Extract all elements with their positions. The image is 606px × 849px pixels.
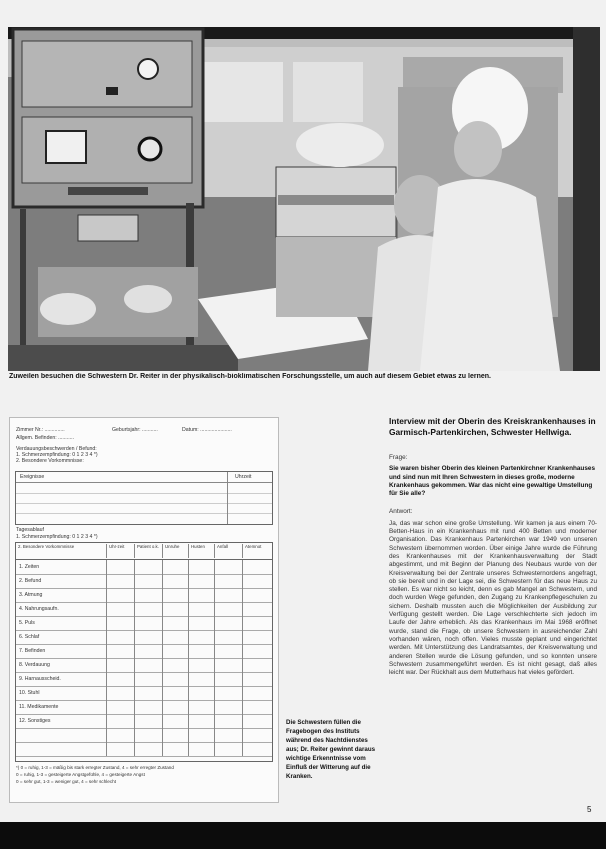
table-cell — [242, 700, 273, 714]
table-cell — [106, 588, 135, 602]
table-cell — [214, 574, 243, 588]
table-cell — [134, 658, 163, 672]
table-row-label: 2. Befund — [19, 578, 42, 584]
table-row — [16, 574, 272, 589]
table-cell — [106, 700, 135, 714]
tagesablauf-label: Tagesablauf — [16, 527, 44, 533]
table-cell — [188, 602, 215, 616]
footnote-line: 0 = ruhig, 1-3 = gesteigerte Angstgefühle, 4 = gesteigerte Angst — [16, 772, 145, 777]
table-cell — [134, 644, 163, 658]
table-cell — [188, 714, 215, 728]
table-cell — [188, 742, 215, 756]
table-row — [16, 742, 272, 757]
table-cell — [214, 700, 243, 714]
bottom-bar — [0, 822, 606, 849]
table-header-cell: Uhr-zeit — [106, 544, 135, 558]
form-field-verdauung-title: Verdauungsbeschwerden / Befund: — [16, 446, 97, 452]
table-cell — [214, 630, 243, 644]
table-cell — [214, 672, 243, 686]
question-label: Frage: — [389, 454, 408, 461]
table-cell — [242, 560, 273, 574]
table-cell — [162, 742, 189, 756]
table-row-label: 12. Sonstiges — [19, 718, 51, 724]
table-row-label: 11. Medikamente — [19, 704, 59, 710]
table-cell — [106, 616, 135, 630]
table-header-cell: Unruhe — [162, 544, 189, 558]
table-cell — [134, 742, 163, 756]
answer-label: Antwort: — [389, 508, 413, 516]
table-cell — [134, 700, 163, 714]
table-row-label: 10. Stuhl — [19, 690, 40, 696]
ereignisse-column-divider — [227, 472, 228, 524]
table-row — [16, 728, 272, 743]
table-row-label: 4. Nahrungsaufn. — [19, 606, 59, 612]
table-row — [16, 658, 272, 673]
table-row-label: 9. Harnausscheid. — [19, 676, 61, 682]
table-row-label: 5. Puls — [19, 620, 35, 626]
table-cell — [242, 714, 273, 728]
table-cell — [134, 714, 163, 728]
table-cell — [134, 588, 163, 602]
table-cell — [214, 644, 243, 658]
table-cell — [162, 588, 189, 602]
tagesablauf-table — [15, 542, 273, 762]
footnote-line: *) 0 = ruhig, 1-3 = mäßig bis stark erregter Zustand, 4 = sehr erregter Zustand — [16, 765, 174, 770]
table-cell — [242, 728, 273, 742]
table-cell — [214, 602, 243, 616]
table-cell — [106, 574, 135, 588]
table-cell — [134, 686, 163, 700]
table-row — [16, 644, 272, 659]
table-cell — [242, 644, 273, 658]
table-cell — [106, 742, 135, 756]
table-cell — [242, 658, 273, 672]
page-number: 5 — [587, 805, 592, 814]
table-cell — [162, 560, 189, 574]
table-row-label: 6. Schlaf — [19, 634, 40, 640]
table-cell — [106, 630, 135, 644]
table-cell — [214, 714, 243, 728]
table-cell — [162, 728, 189, 742]
table-row-label: 1. Zeiten — [19, 564, 40, 570]
table-cell — [134, 728, 163, 742]
form-field-zimmer: Zimmer Nr.: .............. — [16, 427, 65, 433]
form-field-geburtsjahr: Geburtsjahr: ........... — [112, 427, 158, 433]
table-row-label: 7. Befinden — [19, 648, 46, 654]
table-cell — [188, 728, 215, 742]
question-text: Sie waren bisher Oberin des kleinen Partenkirchner Krankenhauses und sind nun mit Ihren Schwestern in dieses große, moderne Krankenhaus gekommen. War das nicht eine gewaltige Umstellung für Sie alle? — [389, 465, 596, 498]
table-cell — [162, 616, 189, 630]
table-cell — [188, 588, 215, 602]
table-cell — [214, 616, 243, 630]
table-cell — [242, 672, 273, 686]
table-row — [16, 602, 272, 617]
table-row — [16, 616, 272, 631]
table-cell — [162, 658, 189, 672]
table-cell — [188, 616, 215, 630]
interview-article — [389, 416, 597, 677]
table-row — [16, 588, 272, 603]
form-footnotes — [16, 764, 272, 785]
table-cell — [242, 616, 273, 630]
ereignisse-rule — [16, 493, 272, 494]
table-cell — [188, 644, 215, 658]
table-cell — [188, 686, 215, 700]
table-cell — [134, 630, 163, 644]
table-cell — [214, 588, 243, 602]
uhrzeit-label: Uhrzeit — [235, 474, 252, 480]
table-header-row — [16, 543, 272, 560]
form-field-allgemein: Allgem. Befinden: ........... — [16, 435, 74, 441]
table-cell — [134, 672, 163, 686]
form-field-verdauung-1: 1. Schmerzempfindung: 0 1 2 3 4 *) — [16, 452, 98, 458]
table-cell — [162, 630, 189, 644]
footnote-line: 0 = sehr gut, 1-3 = weniger gut, 4 = sehr schlecht — [16, 779, 116, 784]
table-cell — [162, 574, 189, 588]
table-cell — [188, 560, 215, 574]
table-cell — [162, 644, 189, 658]
table-cell — [188, 700, 215, 714]
table-cell — [106, 714, 135, 728]
table-cell — [134, 602, 163, 616]
table-cell — [162, 672, 189, 686]
ereignisse-rule — [16, 503, 272, 504]
table-cell — [134, 616, 163, 630]
form-field-datum: Datum: ...................... — [182, 427, 232, 433]
table-header-cell: Anfall — [214, 544, 243, 558]
table-cell — [214, 686, 243, 700]
table-cell — [162, 700, 189, 714]
table-cell — [106, 560, 135, 574]
photo-caption: Zuweilen besuchen die Schwestern Dr. Reiter in der physikalisch-bioklimatischen Forschungsstelle, um auch auf diesem Gebiet etwas zu lernen. — [9, 373, 491, 380]
table-cell — [214, 658, 243, 672]
table-row — [16, 686, 272, 701]
table-cell — [134, 560, 163, 574]
lab-photo-illustration — [8, 27, 600, 371]
table-row — [16, 672, 272, 687]
table-header-cell: 2. Besondere Vorkommnisse — [18, 544, 75, 549]
table-cell — [162, 602, 189, 616]
table-row-label: 3. Atmung — [19, 592, 43, 598]
table-row — [16, 630, 272, 645]
ereignisse-divider — [16, 482, 272, 483]
table-row — [16, 560, 272, 575]
table-cell — [188, 574, 215, 588]
table-cell — [242, 574, 273, 588]
table-cell — [188, 630, 215, 644]
table-cell — [134, 574, 163, 588]
table-header-cell: Husten — [188, 544, 215, 558]
table-cell — [106, 728, 135, 742]
questionnaire-form — [9, 417, 279, 803]
table-cell — [106, 672, 135, 686]
ereignisse-rule — [16, 513, 272, 514]
table-cell — [214, 728, 243, 742]
schmerzempfindung-line: 1. Schmerzempfindung: 0 1 2 3 4 *) — [16, 534, 98, 540]
table-cell — [214, 560, 243, 574]
table-cell — [188, 672, 215, 686]
table-header-cell: Atemnot — [242, 544, 273, 558]
table-row — [16, 714, 272, 729]
form-field-verdauung-2: 2. Besondere Vorkommnisse: — [16, 458, 84, 464]
form-caption: Die Schwestern füllen die Fragebogen des Instituts während des Nachtdienstes aus; Dr. Reiter gewinnt daraus wichtige Erkenntnisse vom Einfluß der Witterung auf die Kranken. — [286, 719, 376, 780]
table-cell — [242, 686, 273, 700]
table-cell — [162, 714, 189, 728]
table-cell — [162, 686, 189, 700]
lab-photo — [8, 27, 600, 371]
table-cell — [188, 658, 215, 672]
table-cell — [242, 630, 273, 644]
table-header-cell: Patient o.k. — [134, 544, 163, 558]
table-cell — [242, 588, 273, 602]
table-cell — [106, 658, 135, 672]
table-row — [16, 700, 272, 715]
answer-text: Ja, das war schon eine große Umstellung. Wir kamen ja aus einem 70-Betten-Haus in ein Krankenhaus mit rund 400 Betten und moderner Organisation. Das Krankenhaus Partenkirchen war 1949 von unseren Schwestern übernommen worden. Über einige Jahre wurde die Führung des Krankenhauses mit der Krankenhausverwaltung der Stadt abgestimmt, und mit Beginn der Planung des Neubaus wurde von der Kreisverwaltung bei der Zentrale unseres Schwesternordens angefragt, ob sie bereit und in der Lage sei, die Schwestern für das neue Haus zu stellen. Es war nicht so leicht, denn es gab Mangel an Schwestern, und doch wurden Wege gefunden, den Zugang zu Krankenpflegeschulen zu sichern. Deshalb mussten auch die Möglichkeiten der Ausbildung zur Verfügung gestellt werden. Die Lage verschlechterte sich jedoch im Laufe der Jahre erheblich. Als das Krankenhaus im Mai 1968 eröffnet wurde, stand die Frage, ob unsere Schwestern in ausreichender Zahl vorhanden wären, noch offen. Vieles musste geplant und eingerichtet werden. Mit Unterstützung des Landratsamtes, der Kreisverwaltung und anderen Stellen wurde die Lösung gefunden, und so konnten unsere Schwestern zusammengeführt werden. Es ist nicht gesagt, daß alles leicht war. Der Rückhalt aus dem Mutterhaus hat vieles gefördert. — [389, 519, 597, 677]
table-cell — [106, 686, 135, 700]
article-lead: Interview mit der Oberin des Kreiskrankenhauses in Garmisch-Partenkirchen, Schwester Hellwiga. — [389, 416, 596, 437]
table-cell — [242, 742, 273, 756]
table-cell — [242, 602, 273, 616]
table-cell — [106, 602, 135, 616]
table-row-label: 8. Verdauung — [19, 662, 50, 668]
table-cell — [106, 644, 135, 658]
ereignisse-label: Ereignisse — [20, 474, 45, 480]
table-cell — [214, 742, 243, 756]
ereignisse-box — [15, 471, 273, 525]
